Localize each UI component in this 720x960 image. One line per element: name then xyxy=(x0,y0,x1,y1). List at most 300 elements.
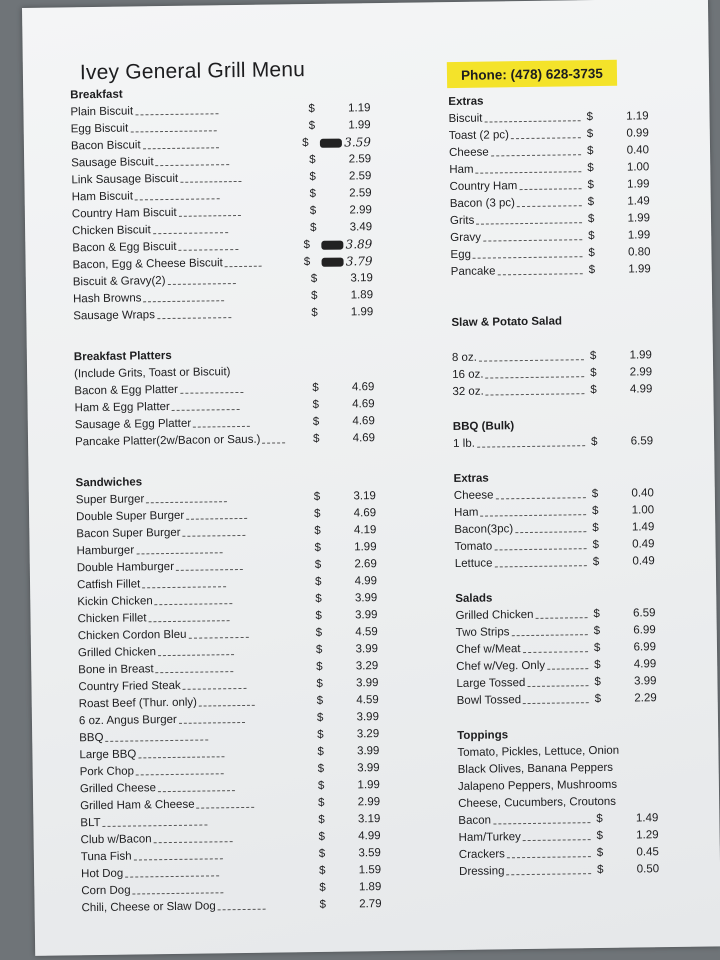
currency-symbol: $ xyxy=(593,624,601,638)
currency-symbol: $ xyxy=(316,694,324,707)
item-name: 8 oz. xyxy=(451,351,477,365)
currency-symbol: $ xyxy=(591,436,598,449)
item-name: Biscuit & Gravy(2) xyxy=(72,275,166,289)
leader-line xyxy=(183,688,247,690)
leader-line xyxy=(133,892,223,894)
leader-line xyxy=(193,426,250,428)
currency-symbol: $ xyxy=(596,812,603,826)
leader-line xyxy=(519,188,581,190)
leader-line xyxy=(179,249,239,251)
item-price: 0.80 xyxy=(627,246,651,259)
leader-line xyxy=(523,651,588,653)
currency-symbol: $ xyxy=(594,675,601,689)
currency-symbol: $ xyxy=(317,745,324,758)
breakfast-section xyxy=(70,83,373,325)
item-name: Chili, Cheese or Slaw Dog xyxy=(81,900,216,915)
item-price: 1.19 xyxy=(626,110,649,123)
leader-line xyxy=(495,565,587,567)
leader-line xyxy=(136,552,222,554)
leader-line xyxy=(183,535,246,537)
phone-banner: Phone: (478) 628-3735 xyxy=(447,60,617,88)
item-price: 4.69 xyxy=(353,507,377,520)
item-price: 4.69 xyxy=(352,432,376,445)
item-name: Club w/Bacon xyxy=(80,833,152,847)
item-name: Chicken Fillet xyxy=(77,612,147,626)
item-price: 2.69 xyxy=(354,558,377,571)
leader-line xyxy=(547,668,588,670)
currency-symbol: $ xyxy=(587,179,595,192)
section-heading: Slaw & Potato Salad xyxy=(451,315,563,330)
leader-line xyxy=(507,873,592,875)
item-price: 6.99 xyxy=(633,624,656,637)
scribbled-out-price xyxy=(322,257,344,266)
currency-symbol: $ xyxy=(318,813,325,826)
leader-line xyxy=(476,171,582,173)
item-price: 2.59 xyxy=(348,170,372,183)
item-name: Super Burger xyxy=(75,493,145,507)
leader-line xyxy=(477,445,585,448)
currency-symbol: $ xyxy=(588,264,596,277)
item-name: Chicken Biscuit xyxy=(72,224,151,238)
currency-symbol: $ xyxy=(594,692,602,706)
leader-line xyxy=(218,909,266,911)
currency-symbol: $ xyxy=(309,170,316,184)
item-name: Plain Biscuit xyxy=(70,105,134,119)
currency-symbol: $ xyxy=(587,162,594,175)
leader-line xyxy=(158,790,235,792)
leader-line xyxy=(135,113,219,115)
item-price: 2.59 xyxy=(349,187,372,200)
item-name: Ham xyxy=(454,506,479,520)
menu-item-row xyxy=(457,690,657,710)
leader-line xyxy=(480,514,586,516)
item-price: 1.00 xyxy=(631,504,655,517)
handwritten-price xyxy=(322,253,373,272)
leader-line xyxy=(179,722,245,724)
item-name: Bacon & Egg Biscuit xyxy=(72,240,177,255)
currency-symbol: $ xyxy=(310,289,318,302)
leader-line xyxy=(527,685,588,687)
section-heading: Breakfast xyxy=(70,88,123,102)
bbq-section xyxy=(453,416,653,453)
item-price: 3.99 xyxy=(356,711,380,724)
currency-symbol: $ xyxy=(593,607,601,621)
handwritten-price xyxy=(320,134,371,153)
section-note: (Include Grits, Toast or Biscuit) xyxy=(74,366,231,381)
item-price: 3.19 xyxy=(353,490,376,503)
item-price: 2.99 xyxy=(629,366,653,379)
item-price: 2.99 xyxy=(357,796,381,809)
item-name: Pancake xyxy=(450,265,496,279)
currency-symbol: $ xyxy=(315,592,322,605)
leader-line xyxy=(143,147,220,149)
currency-symbol: $ xyxy=(315,643,323,656)
currency-symbol: $ xyxy=(314,541,322,554)
leader-line xyxy=(103,824,208,826)
item-name: Dressing xyxy=(459,865,505,878)
item-price: 1.19 xyxy=(347,102,371,115)
item-name: Egg Biscuit xyxy=(70,122,129,136)
item-price: 3.19 xyxy=(357,813,381,826)
currency-symbol: $ xyxy=(593,641,601,655)
currency-symbol: $ xyxy=(587,196,595,209)
item-name: 16 oz. xyxy=(452,368,484,382)
leader-line xyxy=(176,569,242,571)
item-name: Ham xyxy=(449,163,474,177)
currency-symbol: $ xyxy=(591,488,599,501)
currency-symbol: $ xyxy=(309,153,316,167)
item-price: 4.99 xyxy=(354,575,378,588)
item-price: 1.99 xyxy=(357,779,380,792)
currency-symbol: $ xyxy=(311,306,318,319)
item-price: 1.29 xyxy=(636,829,659,842)
item-name: Sausage Wraps xyxy=(73,309,156,323)
item-name: Double Hamburger xyxy=(76,560,175,575)
item-name: Large BBQ xyxy=(79,748,137,762)
leader-line xyxy=(491,154,581,156)
currency-symbol: $ xyxy=(313,490,321,503)
handwritten-price-text: 3.59 xyxy=(344,134,371,150)
item-price: 1.99 xyxy=(350,306,374,319)
item-name: BLT xyxy=(80,816,101,830)
item-name: Grilled Chicken xyxy=(77,646,157,660)
item-name: Hot Dog xyxy=(81,867,124,881)
currency-symbol: $ xyxy=(303,239,311,252)
currency-symbol: $ xyxy=(589,350,597,363)
item-price: 6.99 xyxy=(633,641,657,654)
currency-symbol: $ xyxy=(318,864,326,877)
item-price: 1.59 xyxy=(358,864,382,877)
item-name: Lettuce xyxy=(454,557,493,571)
currency-symbol: $ xyxy=(590,367,597,380)
item-price: 1.49 xyxy=(635,812,659,825)
left-column xyxy=(70,83,382,917)
currency-symbol: $ xyxy=(312,415,320,428)
leader-line xyxy=(479,359,584,361)
item-price: 0.49 xyxy=(632,555,655,568)
currency-symbol: $ xyxy=(312,398,320,411)
item-price: 4.69 xyxy=(351,381,375,394)
sandwiches-section xyxy=(76,471,382,917)
item-name: Bacon Super Burger xyxy=(76,526,181,541)
menu-item-row xyxy=(451,261,651,281)
item-name: Grilled Chicken xyxy=(455,608,534,623)
handwritten-price xyxy=(322,236,373,255)
leader-line xyxy=(523,839,591,841)
leader-line xyxy=(473,256,583,259)
currency-symbol: $ xyxy=(316,677,323,690)
item-price: 1.49 xyxy=(627,195,650,208)
item-price: 3.99 xyxy=(355,643,379,656)
item-name: Tomato xyxy=(454,540,493,554)
item-name: Tuna Fish xyxy=(80,850,132,864)
item-price: 3.99 xyxy=(355,609,378,622)
item-price: 0.40 xyxy=(631,487,654,500)
item-price: 1.00 xyxy=(626,161,650,174)
item-name: Double Super Burger xyxy=(76,509,185,524)
currency-symbol: $ xyxy=(588,247,595,260)
item-name: Country Ham Biscuit xyxy=(71,206,177,221)
leader-line xyxy=(186,518,247,520)
currency-symbol: $ xyxy=(303,256,311,269)
leader-line xyxy=(498,273,583,275)
leader-line xyxy=(106,739,209,741)
leader-line xyxy=(476,222,582,224)
platters-section xyxy=(74,345,375,451)
item-price: 4.69 xyxy=(352,398,375,411)
item-price: 1.99 xyxy=(629,349,652,362)
item-price: 4.99 xyxy=(633,658,657,671)
menu-item-row xyxy=(459,861,659,881)
item-price: 1.49 xyxy=(631,521,655,534)
currency-symbol: $ xyxy=(315,609,323,622)
section-heading: Extras xyxy=(448,95,484,109)
currency-symbol: $ xyxy=(318,847,326,860)
item-name: Grilled Ham & Cheese xyxy=(80,798,195,813)
item-name: Gravy xyxy=(450,231,482,245)
menu-item-row xyxy=(81,896,381,917)
item-name: 1 lb. xyxy=(453,437,475,451)
leader-line xyxy=(157,317,231,319)
section-heading: Toppings xyxy=(457,729,509,742)
item-price: 4.19 xyxy=(353,524,377,537)
item-price: 3.99 xyxy=(354,592,378,605)
currency-symbol: $ xyxy=(592,521,599,535)
leader-line xyxy=(130,130,216,132)
leader-line xyxy=(515,531,586,533)
item-name: Country Ham xyxy=(449,180,518,194)
item-price: 3.99 xyxy=(633,675,657,688)
leader-line xyxy=(153,232,229,234)
item-price: 0.40 xyxy=(626,144,650,157)
leader-line xyxy=(138,756,225,758)
leader-line xyxy=(225,266,262,268)
currency-symbol: $ xyxy=(302,137,309,150)
leader-line xyxy=(179,215,242,217)
item-name: 6 oz. Angus Burger xyxy=(78,713,177,728)
item-price: 1.89 xyxy=(350,289,374,302)
item-name: Hamburger xyxy=(76,544,135,558)
item-name: Crackers xyxy=(458,848,505,861)
item-name: Roast Beef (Thur. only) xyxy=(78,696,198,711)
currency-symbol: $ xyxy=(308,119,316,133)
handwritten-price-text: 3.89 xyxy=(345,236,373,252)
item-name: Large Tossed xyxy=(456,677,526,690)
extras-section xyxy=(448,91,651,281)
leader-line xyxy=(523,702,589,704)
currency-symbol: $ xyxy=(592,555,600,569)
currency-symbol: $ xyxy=(592,538,600,552)
item-price: 1.99 xyxy=(627,212,651,225)
item-name: Corn Dog xyxy=(81,884,131,898)
item-name: Bacon xyxy=(458,814,492,827)
item-price: 4.59 xyxy=(355,626,378,639)
currency-symbol: $ xyxy=(309,187,317,201)
leader-line xyxy=(143,300,224,302)
leader-line xyxy=(180,392,243,394)
currency-symbol: $ xyxy=(590,384,597,397)
leader-line xyxy=(493,822,590,824)
item-name: BBQ xyxy=(79,731,104,745)
leader-line xyxy=(486,393,585,395)
leader-line xyxy=(168,283,237,285)
currency-symbol: $ xyxy=(310,272,318,285)
currency-symbol: $ xyxy=(596,846,604,860)
handwritten-price-text: 3.79 xyxy=(345,253,373,269)
currency-symbol: $ xyxy=(586,145,594,158)
currency-symbol: $ xyxy=(309,204,317,218)
item-price: 4.99 xyxy=(629,383,653,396)
currency-symbol: $ xyxy=(316,660,323,673)
leader-line xyxy=(511,137,581,139)
leader-line xyxy=(483,239,582,241)
item-price: 3.29 xyxy=(356,728,380,741)
currency-symbol: $ xyxy=(588,230,595,243)
section-heading: Salads xyxy=(455,592,493,606)
currency-symbol: $ xyxy=(596,829,604,843)
section-heading: Sandwiches xyxy=(75,476,143,490)
item-name: Cheese xyxy=(453,489,494,503)
currency-symbol: $ xyxy=(314,507,321,520)
toppings-section xyxy=(457,725,659,881)
item-name: Country Fried Steak xyxy=(78,679,181,694)
slaw-section xyxy=(451,312,652,401)
item-name: Bacon(3pc) xyxy=(454,523,514,537)
item-price: 4.69 xyxy=(352,415,375,428)
item-name: Chicken Cordon Bleu xyxy=(77,628,187,643)
item-price: 0.45 xyxy=(636,846,659,859)
leader-line xyxy=(155,603,232,605)
menu-item-row xyxy=(452,381,652,401)
section-heading: Breakfast Platters xyxy=(73,349,172,364)
item-name: Kickin Chicken xyxy=(77,595,153,609)
item-price: 3.29 xyxy=(355,660,379,673)
item-price: 1.99 xyxy=(627,229,651,242)
currency-symbol: $ xyxy=(315,626,323,639)
currency-symbol: $ xyxy=(314,524,321,537)
currency-symbol: $ xyxy=(317,779,325,792)
currency-symbol: $ xyxy=(317,762,325,775)
item-name: Toast (2 pc) xyxy=(448,129,509,143)
item-price: 2.29 xyxy=(634,692,657,705)
leader-line xyxy=(149,620,229,622)
item-price: 1.99 xyxy=(628,263,651,276)
leader-line xyxy=(517,205,582,207)
toppings-line: Jalapeno Peppers, Mushrooms xyxy=(457,778,618,793)
leader-line xyxy=(136,773,224,775)
item-name: Hash Browns xyxy=(72,292,142,306)
currency-symbol: $ xyxy=(586,111,594,124)
currency-symbol: $ xyxy=(586,128,594,141)
currency-symbol: $ xyxy=(314,558,322,571)
leader-line xyxy=(135,198,219,200)
item-price: 1.99 xyxy=(627,178,650,191)
leader-line xyxy=(197,807,255,809)
leader-line xyxy=(154,841,234,843)
item-price: 1.99 xyxy=(354,541,377,554)
currency-symbol: $ xyxy=(318,796,325,809)
item-price: 0.49 xyxy=(632,538,655,551)
leader-line xyxy=(180,181,242,183)
item-price: 4.99 xyxy=(358,830,381,843)
item-price: 6.59 xyxy=(633,607,656,620)
leader-line xyxy=(494,548,586,550)
extras2-section xyxy=(454,468,655,573)
item-name: Ham Biscuit xyxy=(71,190,134,204)
item-price: 3.99 xyxy=(356,745,380,758)
leader-line xyxy=(486,376,585,378)
menu-title: Ivey General Grill Menu xyxy=(79,58,306,85)
item-name: Bacon Biscuit xyxy=(70,139,141,153)
item-price: 3.19 xyxy=(350,272,373,285)
menu-item-row xyxy=(453,433,653,453)
currency-symbol: $ xyxy=(317,728,324,741)
item-name: Bowl Tossed xyxy=(456,694,522,707)
item-name: Pork Chop xyxy=(79,765,135,779)
currency-symbol: $ xyxy=(597,863,604,877)
item-price: 4.59 xyxy=(356,694,379,707)
leader-line xyxy=(496,497,586,499)
currency-symbol: $ xyxy=(308,102,315,116)
currency-symbol: $ xyxy=(316,711,324,724)
toppings-line: Black Olives, Banana Peppers xyxy=(457,761,614,776)
item-price: 1.89 xyxy=(358,881,382,894)
section-heading: Extras xyxy=(453,472,489,486)
item-name: 32 oz. xyxy=(452,385,484,399)
currency-symbol: $ xyxy=(319,881,326,894)
item-name: Bacon, Egg & Cheese Biscuit xyxy=(72,257,223,272)
scribbled-out-price xyxy=(322,241,344,250)
leader-line xyxy=(172,409,239,411)
item-name: Bacon & Egg Platter xyxy=(74,383,178,398)
menu-item-row xyxy=(455,553,655,573)
leader-line xyxy=(156,671,233,673)
item-price: 2.79 xyxy=(359,898,382,911)
scribbled-out-price xyxy=(320,139,342,148)
leader-line xyxy=(485,120,581,122)
leader-line xyxy=(158,654,234,656)
item-name: Two Strips xyxy=(455,626,510,640)
item-name: Biscuit xyxy=(448,112,483,126)
item-name: Ham & Egg Platter xyxy=(74,400,170,415)
toppings-line: Cheese, Cucumbers, Croutons xyxy=(458,795,617,810)
item-price: 2.59 xyxy=(348,153,372,166)
leader-line xyxy=(156,164,230,166)
currency-symbol: $ xyxy=(319,898,327,911)
item-name: Grilled Cheese xyxy=(79,782,157,796)
item-price: 2.99 xyxy=(349,204,372,217)
item-price: 0.50 xyxy=(636,863,660,876)
item-name: Bone in Breast xyxy=(78,663,154,677)
currency-symbol: $ xyxy=(594,658,601,672)
currency-symbol: $ xyxy=(314,575,322,588)
leader-line xyxy=(142,586,225,588)
item-price: 6.59 xyxy=(630,435,654,448)
leader-line xyxy=(262,442,284,443)
leader-line xyxy=(199,705,255,707)
item-price: 1.99 xyxy=(348,119,371,132)
item-name: Sausage Biscuit xyxy=(71,156,154,170)
item-name: Cheese xyxy=(448,146,489,160)
currency-symbol: $ xyxy=(591,505,599,518)
item-price: 3.49 xyxy=(349,221,373,234)
item-price: 3.59 xyxy=(358,847,381,860)
item-name: Egg xyxy=(450,248,472,262)
item-name: Grits xyxy=(449,214,475,228)
item-name: Chef w/Meat xyxy=(455,643,521,657)
item-name: Bacon (3 pc) xyxy=(449,197,516,211)
item-name: Catfish Fillet xyxy=(76,578,141,592)
